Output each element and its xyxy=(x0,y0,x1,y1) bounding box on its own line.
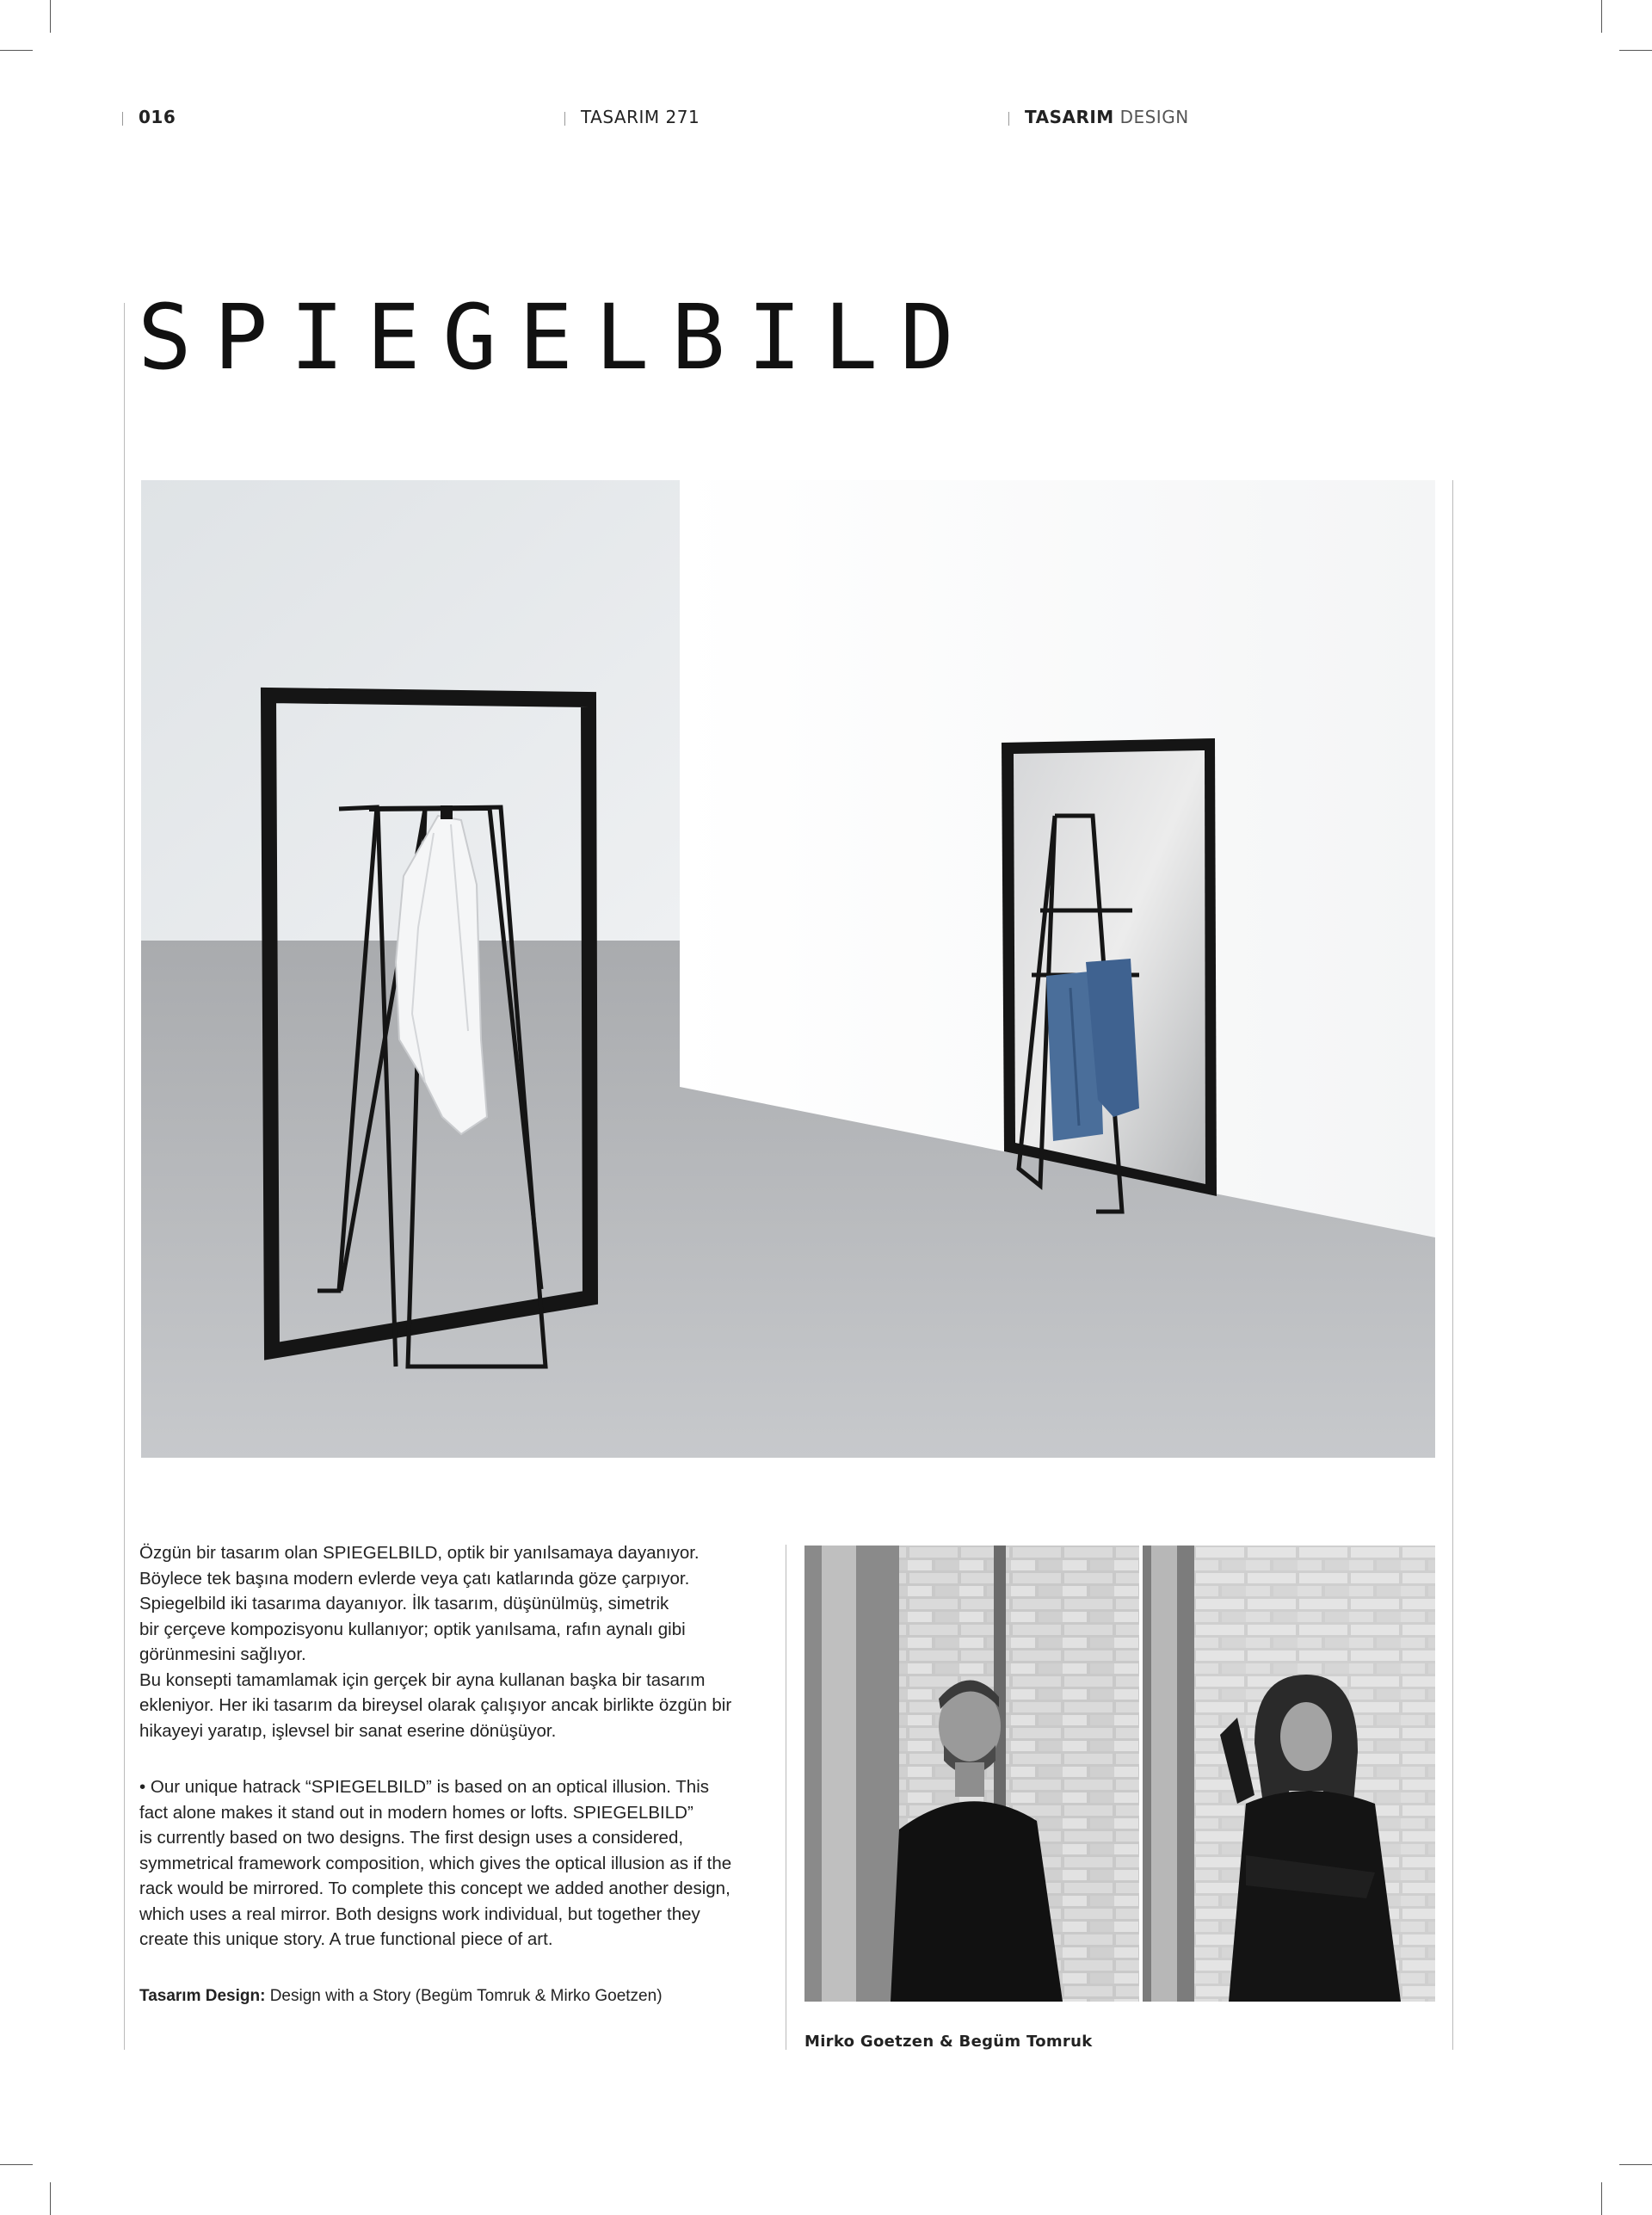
design-credit: Tasarım Design: Design with a Story (Begüm Tomruk & Mirko Goetzen) xyxy=(139,1987,663,2005)
right-rule xyxy=(1452,480,1453,2050)
crop-mark xyxy=(50,0,51,33)
crop-mark xyxy=(50,2182,51,2215)
crop-mark xyxy=(1601,2182,1602,2215)
english-line: is currently based on two designs. The first design uses a considered, xyxy=(139,1828,684,1848)
english-line: which uses a real mirror. Both designs work individual, but together they xyxy=(139,1903,700,1924)
turkish-line: Böylece tek başına modern evlerde veya çatı katlarında göze çarpıyor. xyxy=(139,1568,690,1589)
section-label: TASARIM DESIGN xyxy=(1008,107,1189,127)
crop-mark xyxy=(0,2164,33,2165)
portrait-mirko-illustration xyxy=(804,1546,1139,2002)
turkish-text xyxy=(139,1540,772,1743)
turkish-line: görünmesini sağlıyor. xyxy=(139,1644,306,1664)
english-line: symmetrical framework composition, which gives the optical illusion as if the xyxy=(139,1853,732,1873)
portrait-mirko xyxy=(804,1546,1139,2002)
turkish-line: ekleniyor. Her iki tasarım da bireysel olarak çalışıyor ancak birlikte özgün bir xyxy=(139,1695,732,1715)
crop-mark xyxy=(1619,50,1652,51)
product-photo xyxy=(141,480,1435,1458)
photo-caption: Mirko Goetzen & Begüm Tomruk xyxy=(804,2033,1093,2051)
page-title: SPIEGELBILD xyxy=(138,285,977,390)
product-photo-illustration xyxy=(141,480,1435,1458)
english-text xyxy=(139,1774,772,1953)
turkish-line: Özgün bir tasarım olan SPIEGELBILD, optik bir yanılsamaya dayanıyor. xyxy=(139,1543,700,1563)
magazine-name: TASARIM 271 xyxy=(564,107,700,127)
english-line: • Our unique hatrack “SPIEGELBILD” is based on an optical illusion. This xyxy=(139,1777,709,1797)
turkish-line: Bu konsepti tamamlamak için gerçek bir ayna kullanan başka bir tasarım xyxy=(139,1669,706,1690)
page-number: 016 xyxy=(122,107,176,127)
crop-mark xyxy=(0,50,33,51)
crop-mark xyxy=(1619,2164,1652,2165)
english-line: create this unique story. A true functional piece of art. xyxy=(139,1929,553,1949)
english-line: fact alone makes it stand out in modern homes or lofts. SPIEGELBILD” xyxy=(139,1802,693,1823)
english-line: rack would be mirrored. To complete this concept we added another design, xyxy=(139,1879,730,1898)
portrait-begum-illustration xyxy=(1143,1546,1435,2002)
turkish-line: bir çerçeve kompozisyonu kullanıyor; optik yanılsama, rafın aynalı gibi xyxy=(139,1619,686,1639)
crop-mark xyxy=(1601,0,1602,33)
portrait-begum xyxy=(1143,1546,1435,2002)
turkish-line: Spiegelbild iki tasarıma dayanıyor. İlk tasarım, düşünülmüş, simetrik xyxy=(139,1594,669,1613)
left-rule xyxy=(124,303,125,2050)
turkish-line: hikayeyi yaratıp, işlevsel bir sanat eserine dönüşüyor. xyxy=(139,1720,557,1741)
